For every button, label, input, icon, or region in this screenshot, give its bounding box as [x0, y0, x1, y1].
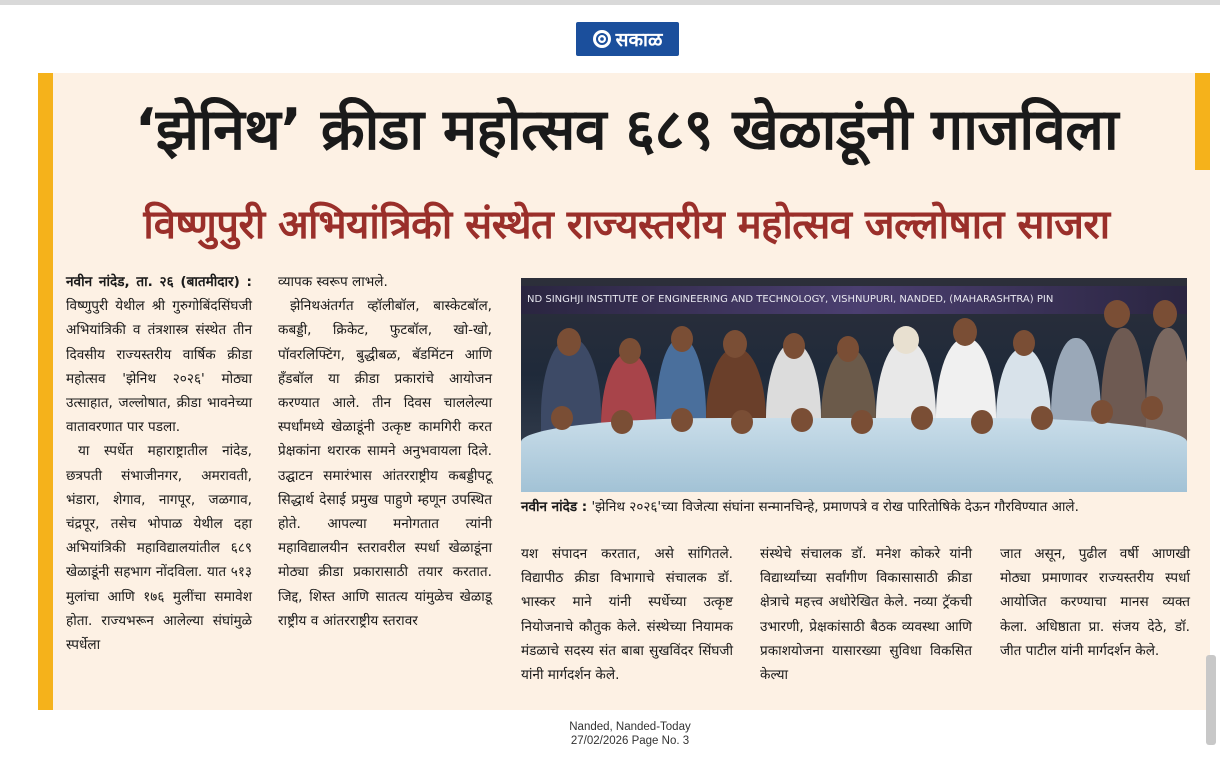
date-page-label: 27/02/2026 Page No. 3: [570, 735, 690, 747]
paragraph: संस्थेचे संचालक डॉ. मनेश कोकरे यांनी विद्यार्थ्यांच्या सर्वांगीण विकासासाठी क्रीडा क्षेत्राचे महत्त्व अधोरेखित केले. नव्या ट्रॅकची उभारणी, प्रेक्षकांसाठी बैठक व्यवस्था आणि प्रकाशयोजना यासारख्या सुविधा विकसित केल्या: [760, 546, 972, 684]
accent-bar-right: [1195, 73, 1210, 170]
page-footer: [500, 720, 760, 748]
caption-place: नवीन नांदेड :: [521, 499, 588, 515]
paragraph: या स्पर्धेत महाराष्ट्रातील नांदेड, छत्रपती संभाजीनगर, अमरावती, भंडारा, शेगाव, नागपूर, जळगाव, चंद्रपूर, तसेच भोपाळ येथील दहा अभियांत्रिकी महाविद्यालयांतील ६८९ खेळाडूंनी सहभाग नोंदविला. यात ५१३ मुलांचा आणि १७६ मुलींचा समावेश होता. राज्यभरून आलेल्या संघांमुळे स्पर्धेला: [66, 443, 252, 654]
article-column-1: [66, 270, 252, 695]
paragraph: व्यापक स्वरूप लाभले.: [278, 274, 388, 290]
scrollbar-thumb[interactable]: [1206, 655, 1216, 745]
edition-label: Nanded, Nanded-Today: [569, 721, 691, 733]
award-photo: [521, 278, 1187, 492]
headline: ‘झेनिथ’ क्रीडा महोत्सव ६८९ खेळाडूंनी गाजविला: [134, 97, 1119, 163]
paragraph: झेनिथअंतर्गत व्हॉलीबॉल, बास्केटबॉल, कबड्डी, क्रिकेट, फुटबॉल, खो-खो, पॉवरलिफ्टिंग, बुद्धीबळ, बॅडमिंटन आणि हँडबॉल या क्रीडा प्रकारांचे आयोजन करण्यात आले. तीन दिवस चाललेल्या स्पर्धांमध्ये खेळाडूंनी उत्कृष्ट कामगिरी करत प्रेक्षकांना थरारक सामने अनुभवायला दिले. उद्घाटन समारंभास आंतरराष्ट्रीय कबड्डीपटू सिद्धार्थ देसाई प्रमुख पाहुणे म्हणून उपस्थित होते. आपल्या मनोगतात त्यांनी महाविद्यालयीन स्तरावरील स्पर्धा खेळाडूंना मोठ्या क्रीडा प्रकारासाठी तयार करतात. जिद्द, शिस्त आणि सातत्य यांमुळेच खेळाडू राष्ट्रीय व आंतरराष्ट्रीय स्तरावर: [278, 298, 492, 629]
sakal-logo-icon: [593, 30, 611, 48]
top-divider: [0, 0, 1220, 5]
accent-bar-left: [38, 73, 53, 710]
photo-caption: [521, 496, 1187, 518]
article-column-3: [521, 542, 733, 692]
newspaper-masthead: [576, 22, 679, 56]
paragraph: यश संपादन करतात, असे सांगितले. विद्यापीठ क्रीडा विभागाचे संचालक डॉ. भास्कर माने यांनी स्पर्धेच्या उत्कृष्ट नियोजनाचे कौतुक केले. संस्थेच्या नियामक मंडळाचे सदस्य संत बाबा सुखविंदर सिंघजी यांनी मार्गदर्शन केले.: [521, 546, 733, 684]
paragraph: विष्णुपुरी येथील श्री गुरुगोबिंदसिंघजी अभियांत्रिकी व तंत्रशास्त्र संस्थेत तीन दिवसीय राज्यस्तरीय वार्षिक क्रीडा महोत्सव 'झेनिथ २०२६' मोठ्या उत्साहात, जल्लोषात, क्रीडा भावनेच्या वातावरणात पार पडला.: [66, 298, 252, 436]
photo-banner-text: ND SINGHJI INSTITUTE OF ENGINEERING AND TECHNOLOGY, VISHNUPURI, NANDED, (MAHARASHTRA) PIN: [521, 286, 1187, 314]
paragraph: जात असून, पुढील वर्षी आणखी मोठ्या प्रमाणावर राज्यस्तरीय स्पर्धा आयोजित करण्याचा मानस व्यक्त केला. अधिष्ठाता प्रा. संजय देठे, डॉ. जीत पाटील यांनी मार्गदर्शन केले.: [1000, 546, 1190, 659]
article-column-2: [278, 270, 492, 695]
subheadline: विष्णुपुरी अभियांत्रिकी संस्थेत राज्यस्तरीय महोत्सव जल्लोषात साजरा: [143, 202, 1110, 248]
dateline: नवीन नांदेड, ता. २६ (बातमीदार) :: [66, 274, 252, 290]
caption-text: 'झेनिथ २०२६'च्या विजेत्या संघांना सन्मानचिन्हे, प्रमाणपत्रे व रोख पारितोषिके देऊन गौरविण्यात आले.: [591, 499, 1079, 515]
masthead-name: सकाळ: [615, 29, 663, 51]
article-column-4: [760, 542, 972, 692]
article-column-5: [1000, 542, 1190, 692]
